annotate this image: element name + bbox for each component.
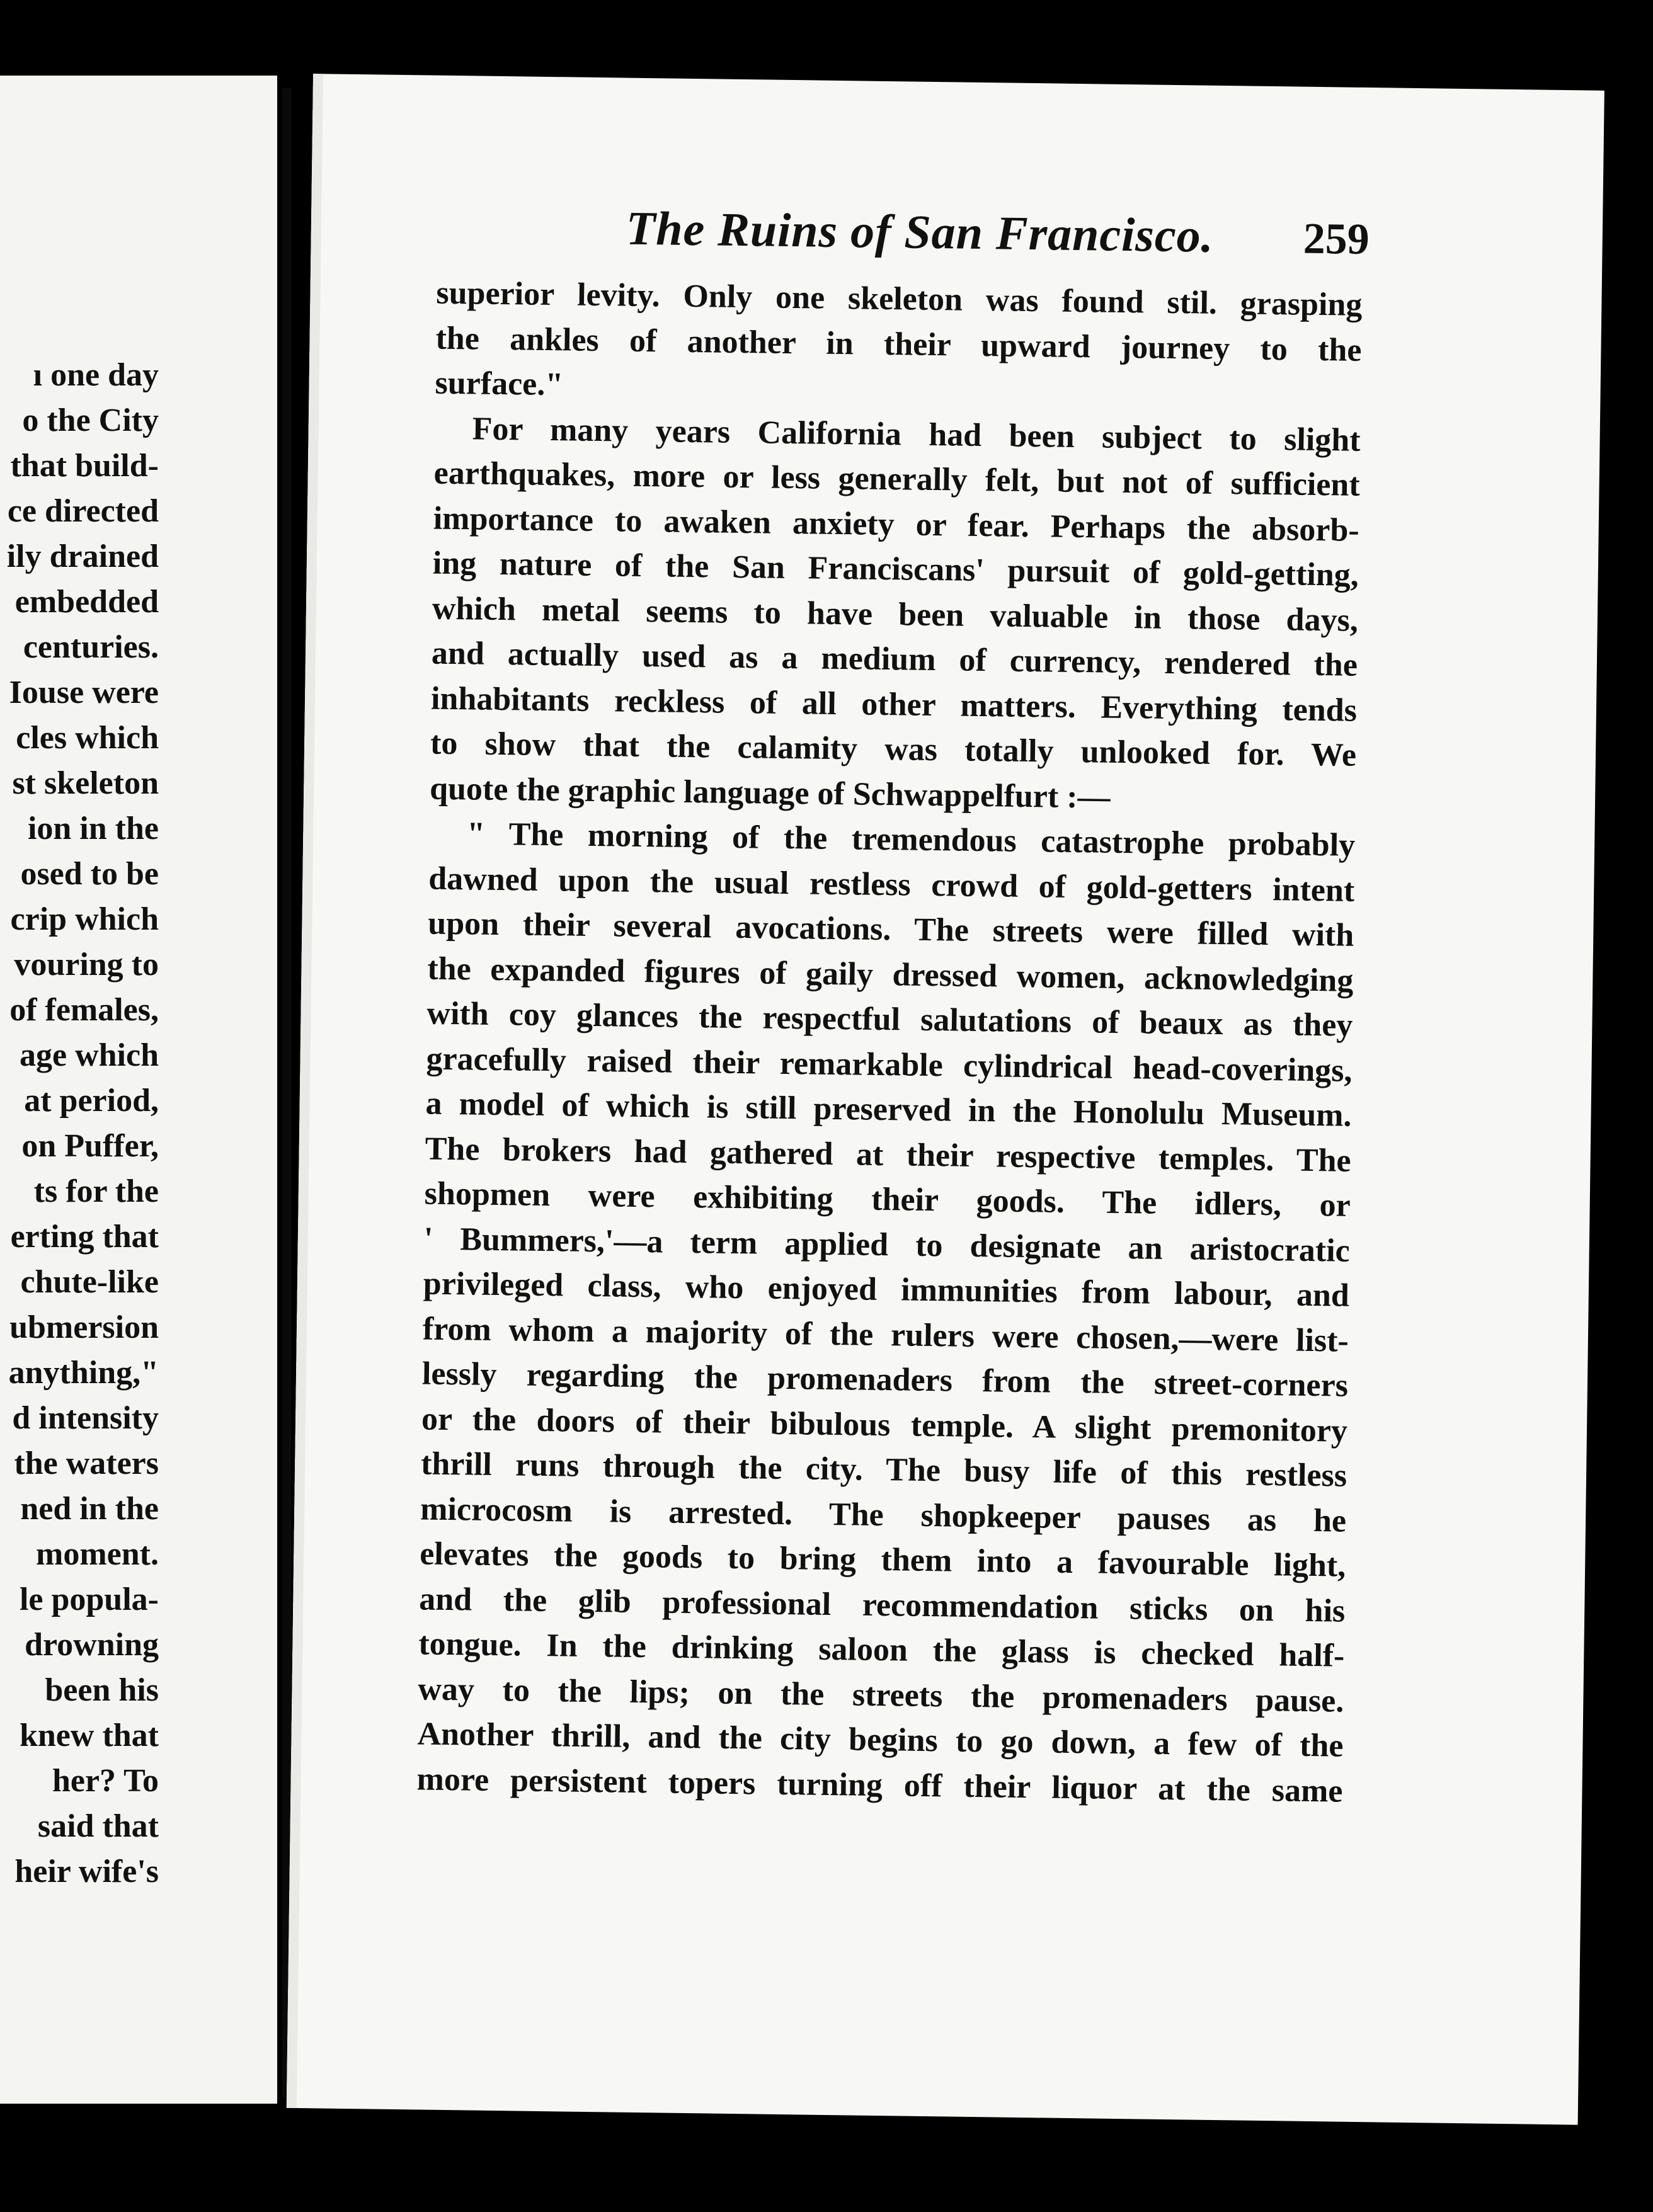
left-page-line: ion in the [27,811,159,847]
left-page-line: ily drained [6,539,159,574]
left-page-line: been his [45,1672,159,1708]
text-line: earthquakes, more or less generally felt, but not of sufficient [433,455,1360,503]
text-line: thrill runs through the city. The busy life of this restless [420,1445,1347,1494]
left-page-line: cles which [16,720,159,756]
text-line: lessly regarding the promenaders from the street-corners [421,1355,1349,1404]
left-page-line: drowning [25,1627,159,1663]
left-page-line: age which [20,1037,159,1073]
text-line: or the doors of their bibulous temple. A slight premonitory [421,1400,1348,1449]
left-page-line: osed to be [20,856,159,892]
left-page-line: ts for the [33,1173,159,1209]
left-page-text [0,353,159,1895]
text-line: For many years California had been subject to slight [472,410,1361,459]
left-page-line: centuries. [23,629,159,665]
text-line: way to the lips; on the streets the promenaders pause. [418,1670,1344,1719]
left-page-line: ı one day [33,357,159,393]
text-line: and the glib professional recommendation sticks on his [418,1580,1346,1629]
text-line: importance to awaken anxiety or fear. Perhaps the absorb- [433,500,1360,549]
left-page-line: crip which [10,901,159,937]
left-page-line: le popula- [19,1582,159,1617]
text-line: surface." [435,365,564,403]
page-text-block [416,76,1370,1810]
text-line: ing nature of the San Franciscans' pursuit of gold-getting, [432,545,1359,593]
text-line: more persistent topers turning off their liquor at the same [416,1760,1343,1810]
text-line: a model of which is still preserved in the Honolulu Museum. [425,1085,1352,1134]
running-head [437,199,1370,268]
text-line: shopmen were exhibiting their goods. The idlers, or [424,1175,1351,1224]
text-line: dawned upon the usual restless crowd of gold-getters intent [428,860,1355,909]
left-page-line: o the City [22,402,159,438]
text-line: inhabitants reckless of all other matters. Everything tends [430,680,1358,729]
page-number: 259 [1303,214,1370,265]
text-line: tongue. In the drinking saloon the glass is checked half- [418,1626,1345,1674]
left-page-line: chute-like [20,1264,159,1300]
text-line: Another thrill, and the city begins to go down, a few of the [417,1716,1344,1764]
text-line: from whom a majority of the rulers were chosen,—were list- [422,1310,1349,1359]
left-page-line: at period, [24,1083,159,1119]
left-page-line: ubmersion [9,1309,159,1345]
left-page-line: the waters [14,1445,159,1481]
left-page-line: on Puffer, [21,1128,159,1164]
text-line: upon their several avocations. The streets were filled with [428,905,1354,954]
running-head-title: The Ruins of San Francisco. [626,202,1215,263]
left-page-line: that build- [10,448,159,484]
left-page-line: said that [37,1808,159,1844]
text-line: microcosm is arrested. The shopkeeper pauses as he [420,1490,1347,1539]
text-line: with coy glances the respectful salutations of beaux as they [426,995,1353,1044]
left-page-line: of females, [9,992,159,1028]
text-line: the expanded figures of gaily dressed women, acknowledging [427,950,1354,999]
left-page-line: embedded [14,584,159,620]
left-page-line: moment. [36,1536,159,1572]
left-page-line: erting that [10,1219,159,1255]
left-page-line: vouring to [14,947,159,983]
text-line: to show that the calamity was totally unlooked for. We [430,725,1357,773]
left-facing-page [0,76,277,2104]
text-line: " The morning of the tremendous catastrophe probably [466,816,1356,864]
text-line: the ankles of another in their upward journey to the [435,320,1362,368]
text-line: quote the graphic language of Schwappelfurt :— [429,770,1111,816]
left-page-line: ned in the [20,1491,159,1527]
left-page-line: knew that [19,1718,159,1753]
left-page-line: st skeleton [12,765,159,801]
left-page-line: anything," [8,1355,159,1391]
text-line: ' Bummers,'—a term applied to designate an aristocratic [423,1221,1351,1269]
text-line: which metal seems to have been valuable in those days, [432,590,1359,639]
page-gutter [282,88,291,2097]
left-page-line: her? To [52,1763,159,1799]
text-line: gracefully raised their remarkable cylindrical head-coverings, [426,1040,1353,1089]
text-line: superior levity. Only one skeleton was found stil. grasping [436,275,1363,323]
text-line: elevates the goods to bring them into a favourable light, [419,1536,1346,1584]
text-line: The brokers had gathered at their respective temples. The [425,1131,1351,1179]
left-page-line: heir wife's [14,1854,159,1890]
left-page-line: d intensity [12,1400,159,1436]
body-text [416,271,1363,1814]
text-line: privileged class, who enjoyed immunities from labour, and [423,1265,1350,1314]
text-line: and actually used as a medium of currency, rendered the [431,635,1358,683]
right-page [287,74,1604,2125]
left-page-line: Iouse were [9,675,159,710]
left-page-line: ce directed [7,493,159,529]
